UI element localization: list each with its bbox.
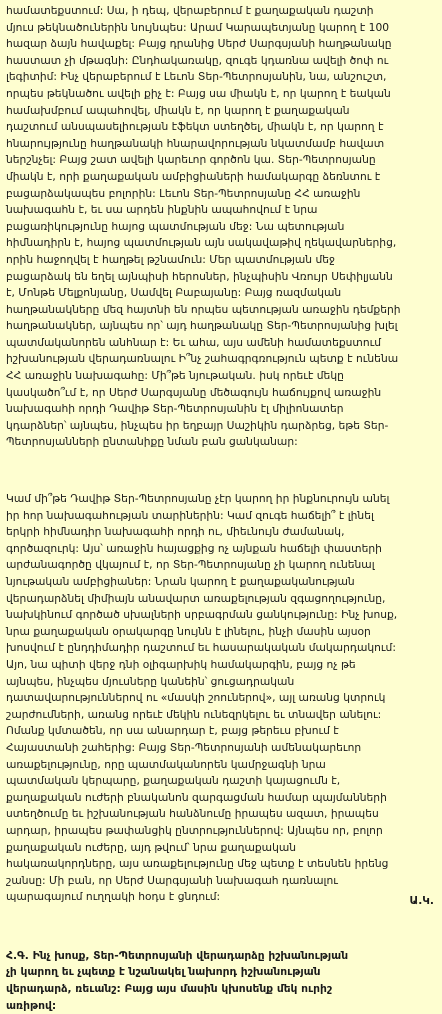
paragraph-spacer bbox=[6, 906, 436, 948]
postscript: Հ.Գ. Ինչ խոսք, Տեր-Պետրոսյանի վերադարձը իշխանության չի կարող եւ չպետք է նշանակել նախորդ իշխանության վերադարձ, ռեւանշ: Բայց այս մասին կխոսենք մեկ ուրիշ առիթով: bbox=[6, 948, 349, 1012]
paragraph-spacer bbox=[6, 451, 436, 491]
article-body bbox=[6, 3, 436, 1014]
author-signature: Ա.Կ. bbox=[409, 894, 434, 907]
paragraph-2: Կամ մի՞թե Դավիթ Տեր-Պետրոսյանը չէր կարող իր ինքնուրույն անել իր հոր նախագահության տարիներին: Կամ զուգե հաճելի՞ է լինել երկրի հիմնադիր նախագահի որդի ու, միեւնույն ժամանակ, գործազուրկ: Այս՝ առաջին հայացքից ոչ այնքան հաճելի փաստերի արժանագործը վկայում է, որ Տեր-Պետրոսյանը չի կարող ունենալ նյութական ամբիցիաներ: Նրան կարող է քաղաքականության վերադարձնել միմիայն անավարտ առաքելության զգացողությունը, նախկինում գործած սխալների սրբագրման ցանկությունը: Ինչ խոսք, նրա քաղաքական օրակարգը նույնն է լինելու, ինչի մասին այսօր խոսվում է ընդդիմադիր դաշտում եւ հասարակական մակարդակում: Այո, նա պիտի վերջ դնի օլիգարխիկ համակարգին, բայց ոչ թե այնպես, ինչպես մյուսները կանեին՝ ցուցադրական դատավարություններով ու «մասկի շոուներով», այլ առանց կտրուկ շարժումների, առանց որեւէ մեկին ունեզրկելու եւ տնավեր անելու: Ոմանք կմտածեն, որ սա անարդար է, բայց թերեւս բխում է Հայաստանի շահերից: Բայց Տեր-Պետրոսյանի ամենակարեւոր առաքելությունը, որը պատմականորեն կամրջագնի նրա պատմական կերպարը, քաղաքական դաշտի կայացումն է, քաղաքական ուժերի բնականոն զարգացման համար պայմանների ստեղծումը եւ իշխանության հանձնումը իրապես ազատ, իրապես արդար, իրապես թափանցիկ ընտրություններով: Այնպես որ, բոլոր քաղաքական ուժերը, այդ թվում՝ նրա քաղաքական հակառակորդները, այս առաքելությունը մեջ պետք է տեսնեն իրենց շանսը: Մի բան, որ Սերժ Սարգսյանի նախագահ դառնալու պարագայում ուղղակի հօդս է ցնդում: bbox=[6, 492, 398, 904]
paragraph-1: համատեքստում: Սա, ի դեպ, վերաբերում է քաղաքական դաշտի մյուս թեկնածուներին նույնպես: Արամ Կարապետյանը կարող է 100 հազար ձայն հավաքել: Բայց դրանից Սերժ Սարգսյանի հաղթանակը հաստատ չի մթագնի: Ընդհակառակը, զուգե կդառնա ավելի ծոփ ու լեգիտիմ: Ինչ վերաբերում է Լեւոն Տեր-Պետրոսյանին, նա, անշուշտ, որպես թեկնածու ավելի քիչ է: Բայց սա միակն է, որ կարող է եական համախմբում ապահովել, միակն է, որ կարող է քաղաքական դաշտում անսպասելիության էֆեկտ ստեղծել, միակն է, որ կարող է հնարույթյունը հաղթանակի հնարավորության նկատմամբ հավատ ներշնչել: Բայց շատ ավելի կարեւոր գործոն կա. Տեր-Պետրոսյանը միակն է, որի քաղաքական ամբիցիաների համակարգը ձեռնտու է բացարձակապես բոլորին: Լեւոն Տեր-Պետրոսյանը ՀՀ առաջին նախագահն է, եւ սա արդեն ինքնին ապահովում է նրա բացառիկությունը հայոց պատմության մեջ: Նա պետության հիմնադիրն է, հայոց պատմության այն սակավաթիվ ղեկավարներից, որին հաջողվել է հաղթել թշնամուն: Մեր պատմության մեջ բացարձակ են եղել այնպիսի հերոսներ, ինչպիսին Վռույր Սեփիլյանն է, Մոնթե Մելքոնյանը, Սամվել Բաբայանը: Բայց ռազմական հաղթանակները մեզ հայտնի են որպես պետության առաջին դեմքերի հաղթանակներ, այնպես որ՝ այդ հաղթանակը Տեր-Պետրոսյանից խլել պատմականորեն անհնար է: Եւ ահա, այս ամենի համատեքստում իշխանության վերադառնալու Ի՞նչ շահագրգռություն պետք է ունենա ՀՀ առաջին նախագահը: Մի՞թե նյութական. իսկ որեւէ մեկը կասկածո՞ւմ է, որ Սերժ Սարգսյանը մեծագույն հաճույքով առաջին նախագահի որդի Դավիթ Տեր-Պետրոսյանին էլ միլիոնատեր կդարձներ՝ այնպես, ինչպես իր եղբայր Սաշիկին դարձրեց, եթե Տեր- Պետրոսյանների ընտանիքը նման բան ցանկանար: bbox=[6, 4, 401, 449]
